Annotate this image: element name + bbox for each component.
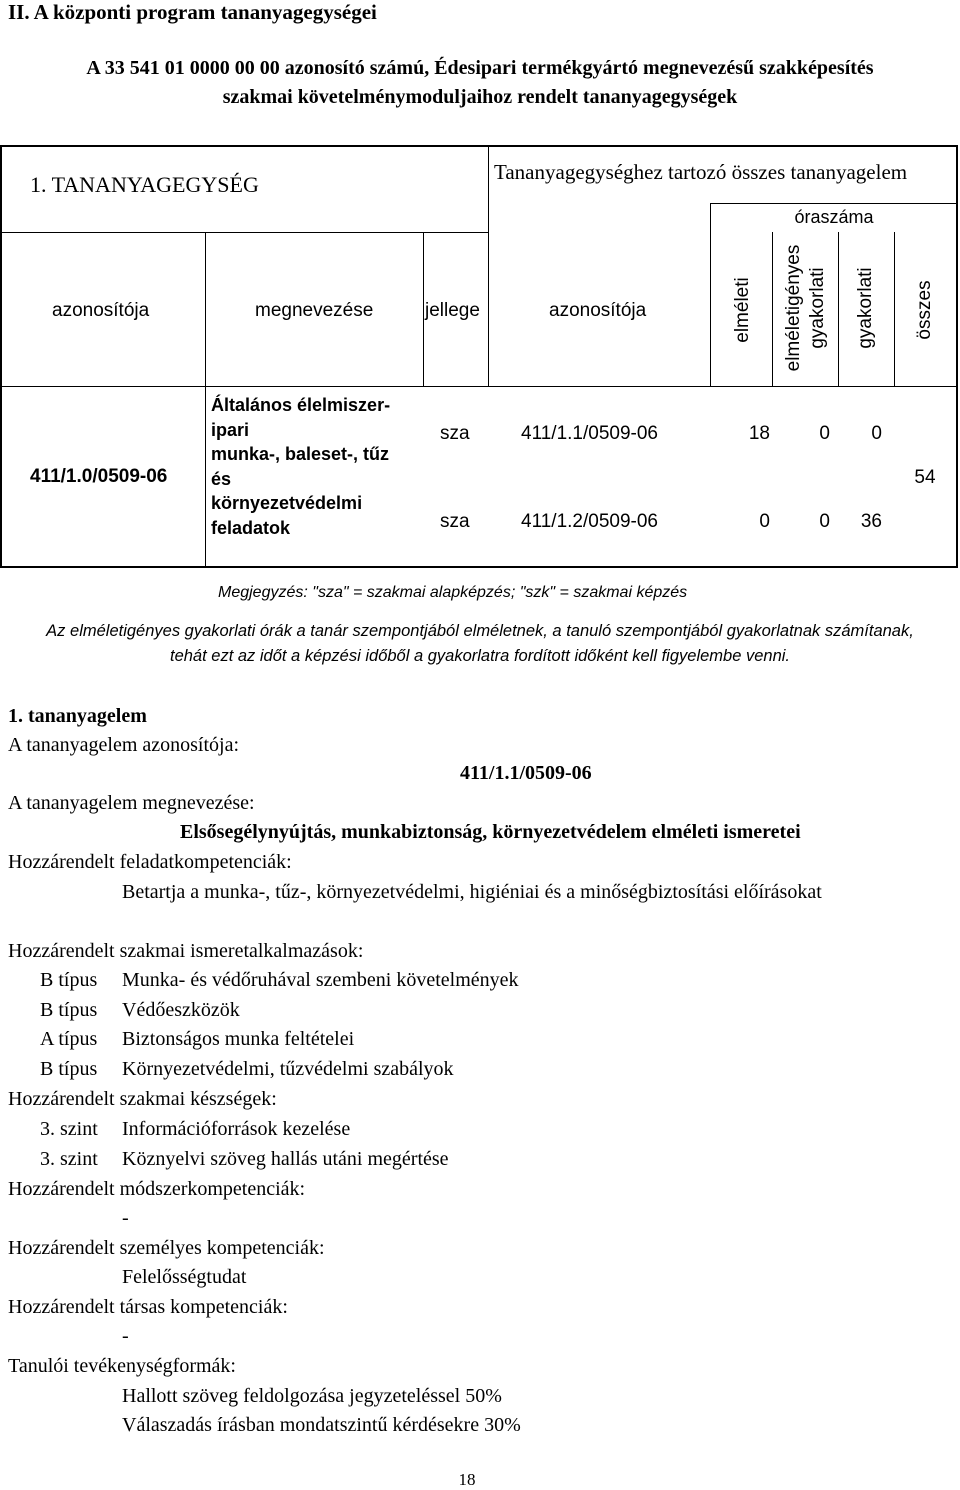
col-theory-header: elméleti xyxy=(732,277,753,343)
hours-note-line-2: tehát ezt az időt a képzési időből a gyakorlatra fordított időként kell figyelembe venni. xyxy=(169,647,791,665)
unit-title: 1. TANANYAGEGYSÉG xyxy=(30,172,259,197)
col-practice-header: gyakorlati xyxy=(855,267,876,349)
list-item: Válaszadás írásban mondatszintű kérdésekre 30% xyxy=(122,1414,521,1436)
social-competency: - xyxy=(122,1325,129,1347)
page-number: 18 xyxy=(458,1470,476,1489)
personal-competency: Felelősségtudat xyxy=(122,1266,247,1288)
skills-label: Hozzárendelt szakmai készségek: xyxy=(8,1088,277,1110)
social-competencies-label: Hozzárendelt társas kompetenciák: xyxy=(8,1296,288,1318)
method-competency: - xyxy=(122,1207,129,1229)
row-theory-practice: 0 xyxy=(819,423,830,444)
col-unit-id-header: azonosítója xyxy=(52,300,150,321)
row-type: sza xyxy=(440,511,470,532)
element-id-value: 411/1.1/0509-06 xyxy=(460,762,592,784)
hours-header: óraszáma xyxy=(794,207,874,227)
personal-competencies-label: Hozzárendelt személyes kompetenciák: xyxy=(8,1237,325,1259)
row-id: 411/1.1/0509-06 xyxy=(521,423,658,444)
knowledge-label: Hozzárendelt szakmai ismeretalkalmazások: xyxy=(8,940,364,962)
row-theory: 0 xyxy=(759,511,770,532)
type-note: Megjegyzés: "sza" = szakmai alapképzés; "szk" = szakmai képzés xyxy=(218,584,688,601)
list-item: Hallott szöveg feldolgozása jegyzeteléssel 50% xyxy=(122,1385,502,1407)
col-total-header: összes xyxy=(914,280,935,340)
unit-name: Általános élelmiszer- ipari munka-, baleset-, tűz és környezetvédelmi feladatok xyxy=(211,395,391,538)
method-competencies-label: Hozzárendelt módszerkompetenciák: xyxy=(8,1178,306,1200)
elements-header: Tananyagegységhez tartozó összes tananyagelem xyxy=(494,160,908,184)
intro-line-1: A 33 541 01 0000 00 00 azonosító számú, Édesipari termékgyártó megnevezésű szakképesítés xyxy=(86,57,874,79)
unit-total: 54 xyxy=(914,467,936,488)
task-competencies-label: Hozzárendelt feladatkompetenciák: xyxy=(8,851,292,873)
col-name-header: megnevezése xyxy=(255,300,374,321)
unit-id: 411/1.0/0509-06 xyxy=(30,466,168,487)
row-theory-practice: 0 xyxy=(819,511,830,532)
element-name-value: Elsősegélynyújtás, munkabiztonság, környezetvédelem elméleti ismeretei xyxy=(180,821,801,843)
activities-label: Tanulói tevékenységformák: xyxy=(8,1355,236,1377)
intro-line-2: szakmai követelménymoduljaihoz rendelt tananyagegységek xyxy=(222,86,738,108)
row-practice: 0 xyxy=(871,423,882,444)
row-practice: 36 xyxy=(860,511,882,532)
row-type: sza xyxy=(440,423,470,444)
col-type-header: jellege xyxy=(425,300,480,321)
col-theory-practice-header: elméletigényes gyakorlati xyxy=(783,244,828,372)
element-id-label: A tananyagelem azonosítója: xyxy=(8,734,240,756)
element-heading: 1. tananyagelem xyxy=(8,705,147,727)
hours-note-line-1: Az elméletigényes gyakorlati órák a tanár szempontjából elméletnek, a tanuló szempontjából gyakorlatnak számítanak, xyxy=(46,622,914,640)
element-name-label: A tananyagelem megnevezése: xyxy=(8,792,255,814)
section-title: II. A központi program tananyagegységei xyxy=(8,0,377,24)
row-theory: 18 xyxy=(748,423,770,444)
task-competency: Betartja a munka-, tűz-, környezetvédelmi, higiéniai és a minőségbiztosítási előírásokat xyxy=(122,881,822,903)
col-element-id-header: azonosítója xyxy=(549,300,647,321)
row-id: 411/1.2/0509-06 xyxy=(521,511,658,532)
